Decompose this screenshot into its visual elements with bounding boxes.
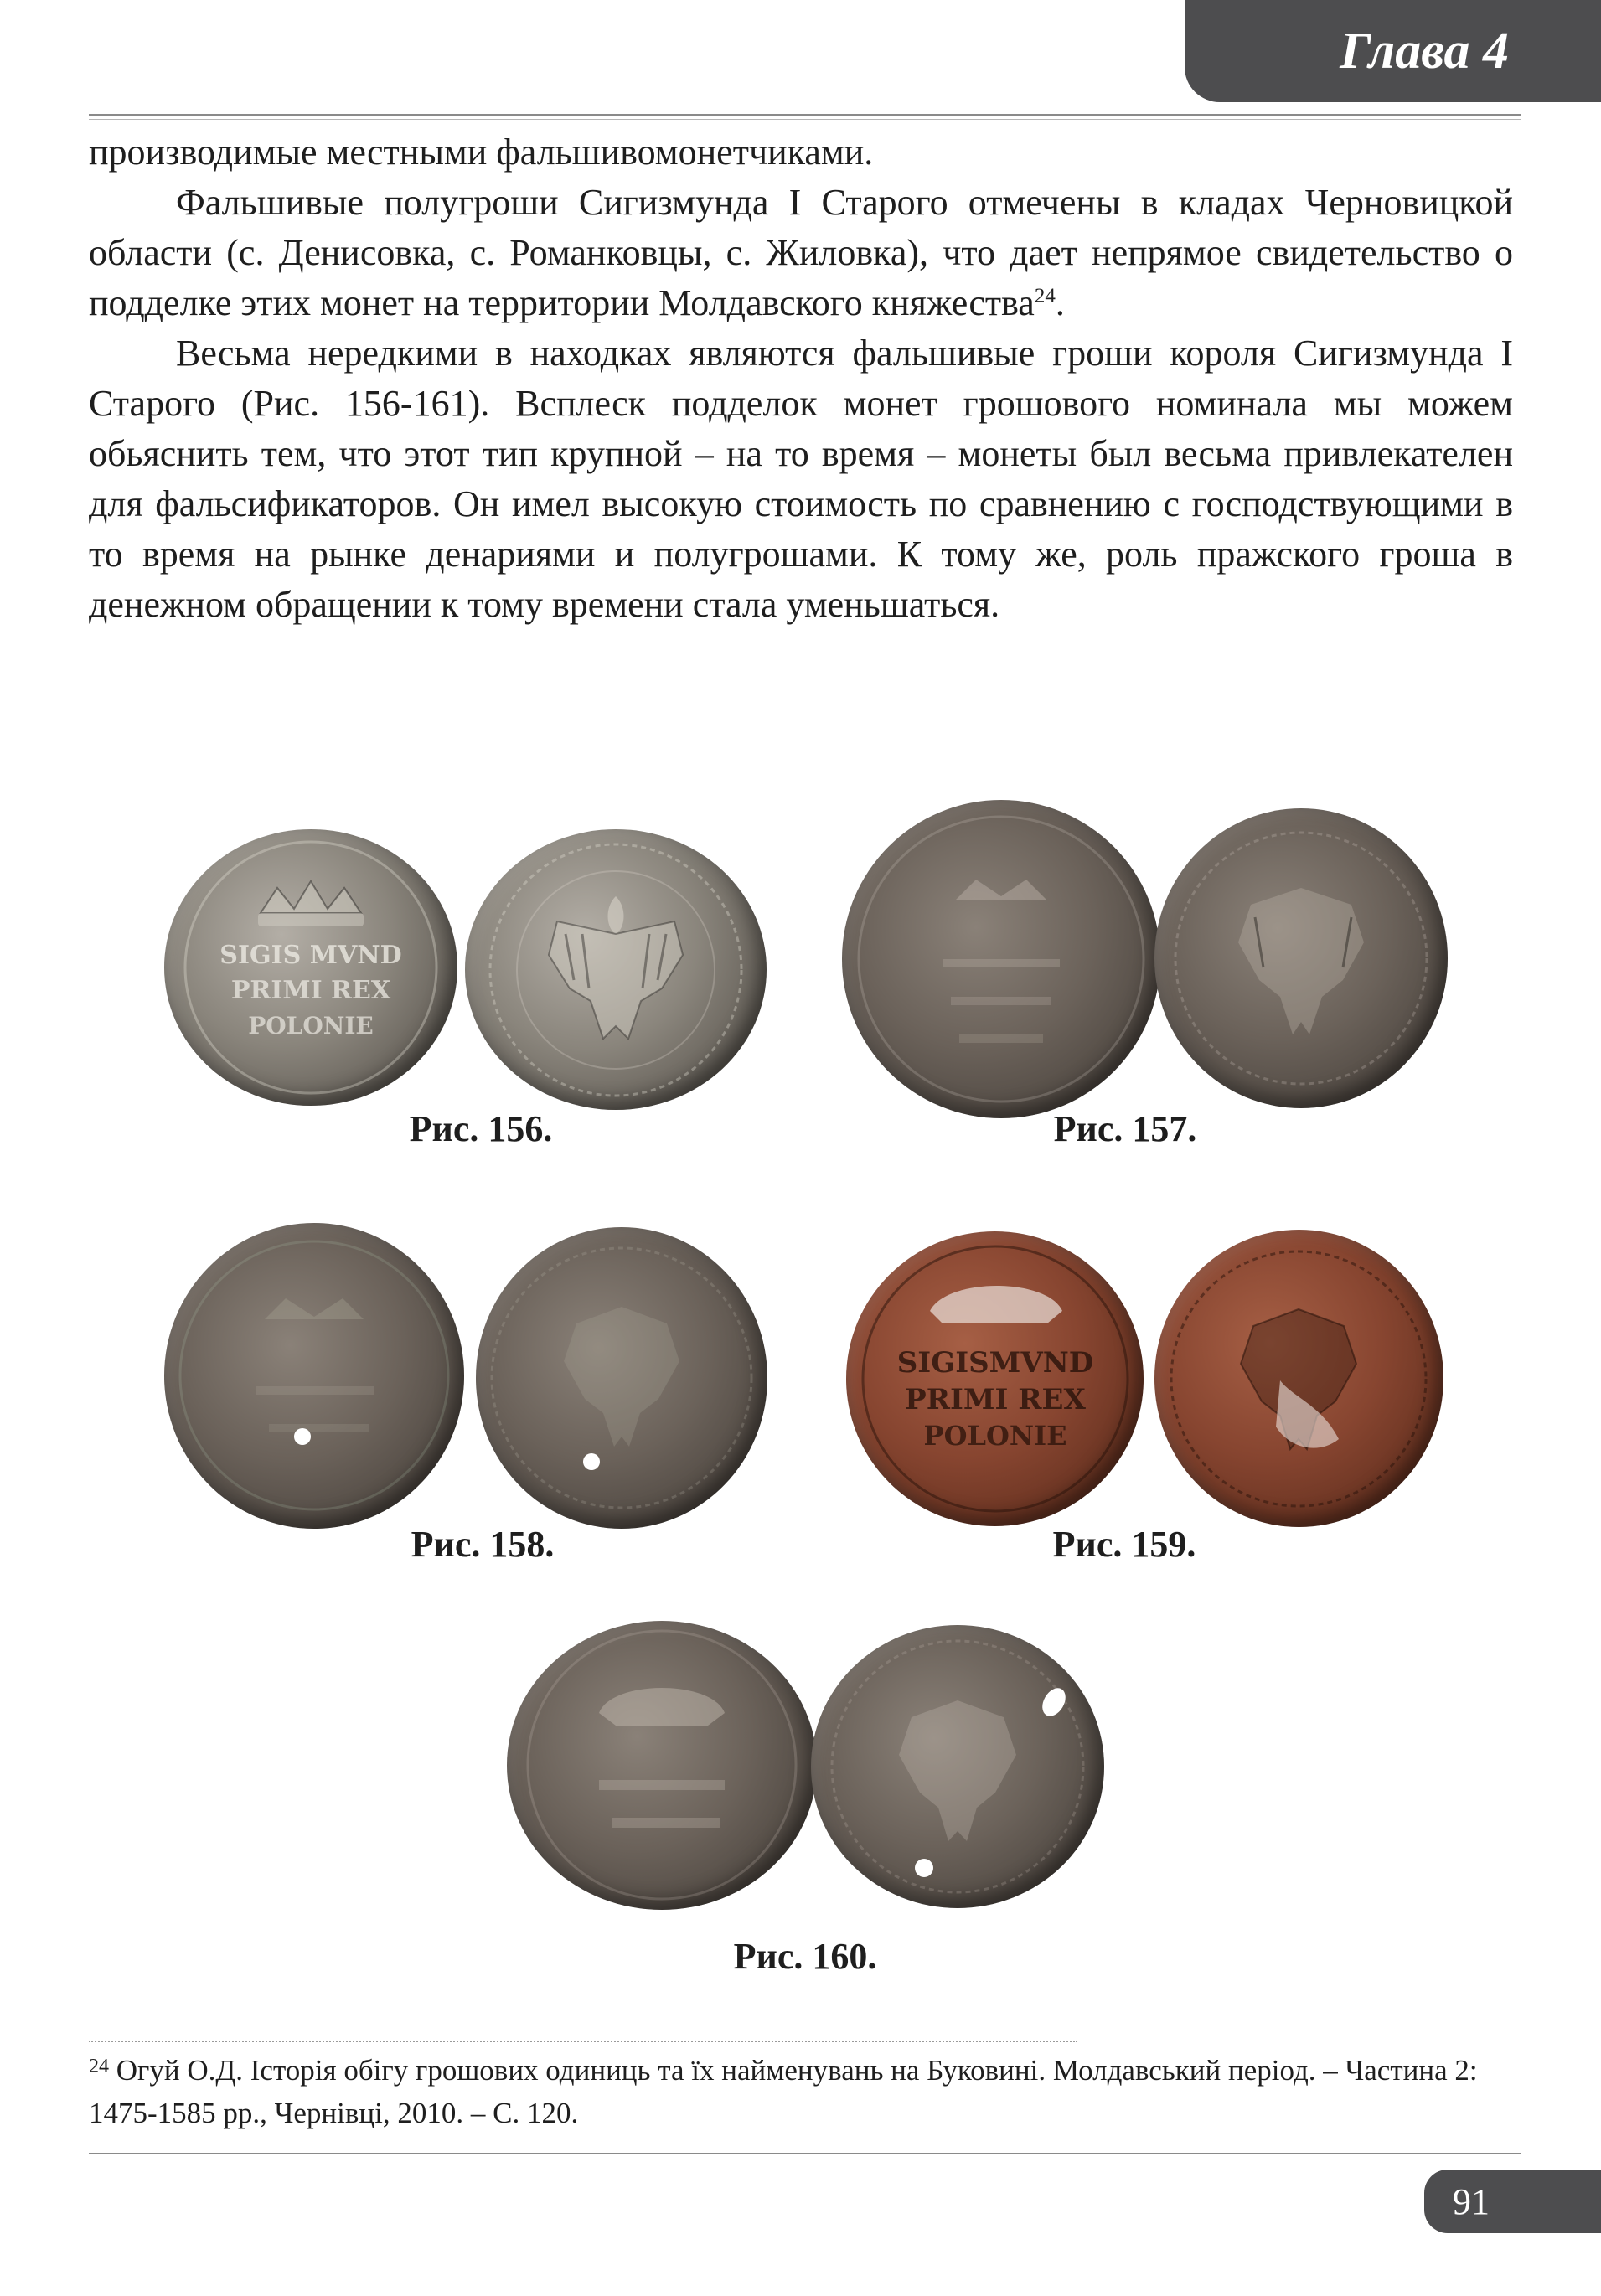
coin-156-legend-2: PRIMI REX — [230, 976, 391, 1005]
header-rule — [89, 114, 1521, 116]
figure-159-caption: Рис. 159. — [1052, 1524, 1196, 1565]
coin-160-reverse — [811, 1625, 1104, 1908]
figure-156-caption: Рис. 156. — [409, 1108, 553, 1149]
coin-159-obverse — [846, 1231, 1144, 1526]
figure-157-caption: Рис. 157. — [1053, 1108, 1197, 1149]
chapter-tab — [1185, 0, 1601, 102]
coin-156-obverse — [164, 829, 457, 1106]
coin-156-legend-3: POLONIE — [248, 1012, 374, 1040]
coin-159-legend-3: POLONIE — [923, 1420, 1067, 1452]
chapter-title: Глава 4 — [1340, 22, 1509, 80]
body-text — [89, 127, 1513, 630]
figure-158-caption: Рис. 158. — [411, 1524, 555, 1565]
coin-157-obverse — [842, 800, 1160, 1118]
header-rule-thin — [89, 119, 1521, 120]
paragraph-1: производимые местными фальшивомонетчиками. — [89, 132, 874, 173]
footnote-separator — [89, 2041, 1077, 2042]
footer-rule — [89, 2153, 1521, 2154]
coin-159-legend-1: SIGISMVND — [896, 1346, 1094, 1380]
footnote — [89, 2049, 1505, 2134]
coin-158-reverse — [476, 1227, 767, 1529]
footnote-ref[interactable]: 24 — [1034, 285, 1056, 307]
footnote-number: 24 — [89, 2056, 109, 2077]
coin-156-legend-1: SIGIS MVND — [219, 941, 402, 970]
coin-156-reverse — [465, 829, 767, 1110]
footnote-text: Огуй О.Д. Історія обігу грошових одиниць та їх найменувань на Буковині. Молдавський період. – Частина 2: 1475-1585 рр., Чернівці, 2010. – С. 120. — [89, 2054, 1478, 2129]
coin-159-reverse — [1154, 1230, 1443, 1527]
coin-159-legend-2: PRIMI REX — [905, 1383, 1086, 1416]
figure-160-caption: Рис. 160. — [733, 1936, 877, 1977]
paragraph-2: Фальшивые полугроши Сигизмунда I Старого отмечены в кладах Черновицкой области (с. Денисовка, с. Романковцы, с. Жиловка), что дает непрямое свидетельство о подделке этих монет на территории Молдавского княжества$^{24}$. — [89, 182, 1513, 323]
coin-157-reverse — [1154, 808, 1448, 1108]
paragraph-3: Весьма нередкими в находках являются фальшивые гроши короля Сигизмунда I Старого (Рис. 156-161). Всплеск подделок монет грошового номинала мы можем обьяснить тем, что этот тип крупной – на то время – монеты был весьма привлекателен для фальсификаторов. Он имел высокую стоимость по сравнению с господствующими в то время на рынке денариями и полугрошами. К тому же, роль пражского гроша в денежном обращении к тому времени стала уменьшаться. — [89, 333, 1513, 625]
page-number: 91 — [1424, 2170, 1601, 2233]
coin-160-obverse — [507, 1621, 817, 1910]
coin-158-obverse — [164, 1223, 464, 1529]
